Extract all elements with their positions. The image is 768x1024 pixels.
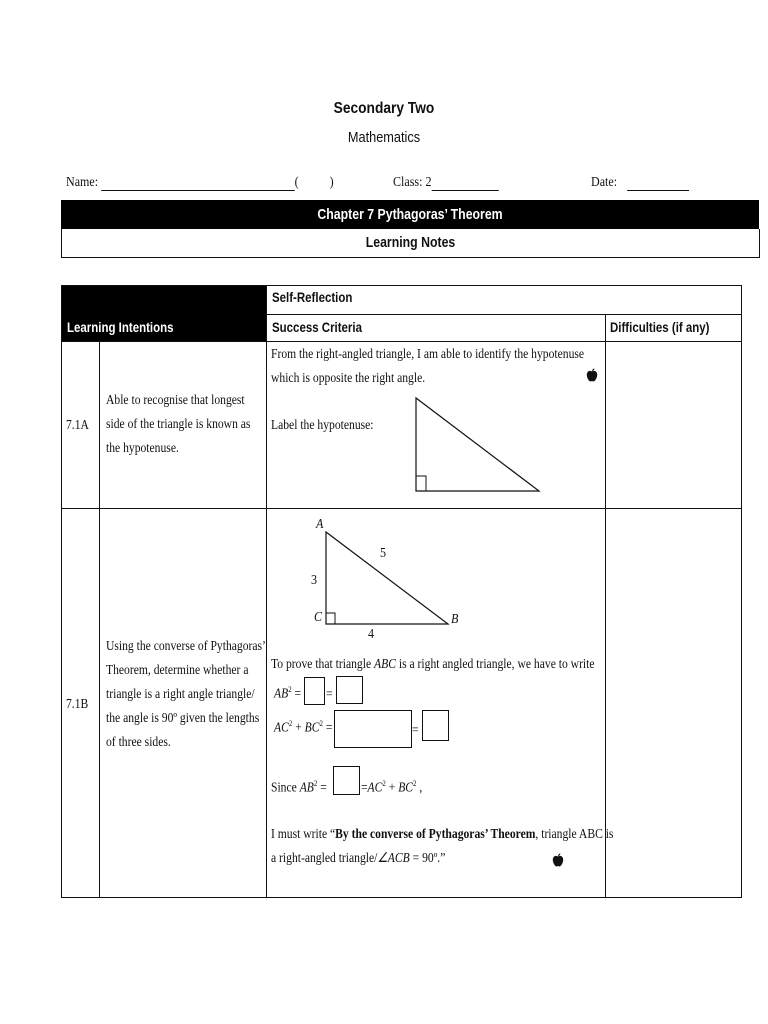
name-label: Name: xyxy=(66,175,99,190)
date-blank[interactable] xyxy=(627,176,689,191)
intention-line: Able to recognise that longest xyxy=(106,392,245,407)
row-intention-7-1b xyxy=(106,634,266,754)
intention-line: triangle is a right angle triangle/ xyxy=(106,686,255,701)
page-title: Secondary Two xyxy=(333,100,435,117)
label-hypotenuse-prompt: Label the hypotenuse: xyxy=(271,417,374,432)
learning-table xyxy=(61,285,742,898)
index-open: ( xyxy=(294,175,299,190)
must-line2-eq: = 90º.” xyxy=(409,850,446,865)
answer-box-3[interactable] xyxy=(334,710,412,748)
eq1-ab: AB xyxy=(274,685,289,701)
apple-icon xyxy=(586,368,598,382)
side-ab-length: 5 xyxy=(380,546,387,561)
right-triangle-figure xyxy=(412,396,542,494)
eq-sign: = xyxy=(412,722,419,737)
eq-sign: = xyxy=(325,719,333,735)
plus-sign: + xyxy=(292,719,305,735)
intention-line: Using the converse of Pythagoras’ xyxy=(106,638,266,653)
vertex-b-label: B xyxy=(451,612,459,627)
row-code-7-1a: 7.1A xyxy=(66,417,89,432)
row-code-7-1b: 7.1B xyxy=(66,696,89,711)
must-line-1 xyxy=(271,822,613,846)
must-angle: ∠ACB xyxy=(377,850,410,865)
triangle-abc-figure xyxy=(302,514,472,644)
prove-suffix: is a right angled triangle, we have to write xyxy=(395,656,595,671)
header-success-criteria: Success Criteria xyxy=(272,319,362,335)
class-blank[interactable] xyxy=(431,176,498,191)
prove-statement xyxy=(271,652,595,676)
since-ab: AB xyxy=(299,779,314,795)
criteria-line: which is opposite the right angle. xyxy=(271,370,426,385)
col-divider-code xyxy=(99,342,100,897)
row-divider-7-1a xyxy=(62,508,741,509)
eq-sign: = xyxy=(361,779,368,795)
must-prefix: I must write “ xyxy=(271,826,336,841)
intention-line: Theorem, determine whether a xyxy=(106,662,249,677)
name-field[interactable] xyxy=(66,175,334,191)
header-learning-intentions: Learning Intentions xyxy=(67,319,174,335)
subject-title: Mathematics xyxy=(347,129,421,146)
since-bc: BC xyxy=(398,779,414,795)
criteria-7-1a xyxy=(271,342,584,390)
sup-2: 2 xyxy=(288,685,292,694)
eq-sign: = xyxy=(326,686,333,701)
sup-2: 2 xyxy=(382,779,386,788)
eq2-lhs xyxy=(274,712,332,740)
eq-sign: = xyxy=(320,779,327,795)
prove-prefix: To prove that triangle xyxy=(271,656,375,671)
sup-2: 2 xyxy=(313,779,318,788)
index-close: ) xyxy=(329,175,334,190)
class-label: Class: 2 xyxy=(393,175,432,190)
col-divider-criteria xyxy=(266,286,267,897)
eq2-ac: AC xyxy=(274,719,289,735)
name-blank[interactable] xyxy=(101,176,295,191)
side-bc-length: 4 xyxy=(368,627,375,642)
answer-box-4[interactable] xyxy=(422,710,449,741)
chapter-banner xyxy=(61,200,759,229)
eq1-lhs xyxy=(274,678,301,706)
vertex-a-label: A xyxy=(316,517,324,532)
must-suffix: , triangle ABC is xyxy=(535,826,614,841)
must-bold: By the converse of Pythagoras’ Theorem xyxy=(335,826,536,841)
intention-line: of three sides. xyxy=(106,734,171,749)
notes-title: Learning Notes xyxy=(365,234,456,251)
since-end: , xyxy=(416,779,423,795)
intention-line: the hypotenuse. xyxy=(106,440,179,455)
class-field[interactable] xyxy=(393,175,499,191)
eq-sign: = xyxy=(294,685,302,701)
notes-banner xyxy=(61,229,760,258)
answer-box-1[interactable] xyxy=(304,677,325,705)
eq2-bc: BC xyxy=(304,719,320,735)
sup-2: 2 xyxy=(319,719,323,728)
since-label: Since xyxy=(271,779,300,795)
side-ac-length: 3 xyxy=(311,573,318,588)
chapter-title: Chapter 7 Pythagoras’ Theorem xyxy=(317,206,503,223)
since-rhs xyxy=(361,772,422,800)
prove-abc: ABC xyxy=(374,656,396,671)
plus-sign: + xyxy=(385,779,399,795)
row-intention-7-1a xyxy=(106,388,250,460)
date-field[interactable] xyxy=(591,175,689,191)
criteria-line: From the right-angled triangle, I am able to identify the hypotenuse xyxy=(271,346,585,361)
answer-box-5[interactable] xyxy=(333,766,360,795)
intention-line: the angle is 90º given the lengths xyxy=(106,710,260,725)
header-difficulties: Difficulties (if any) xyxy=(610,319,710,335)
header-self-reflection: Self-Reflection xyxy=(272,289,353,305)
row-divider-selfref xyxy=(266,314,741,315)
vertex-c-label: C xyxy=(314,610,323,625)
since-lhs xyxy=(271,772,327,800)
sup-2: 2 xyxy=(413,779,417,788)
answer-box-2[interactable] xyxy=(336,676,363,704)
since-ac: AC xyxy=(367,779,383,795)
date-label: Date: xyxy=(591,175,618,190)
sup-2: 2 xyxy=(288,719,293,728)
must-line2-prefix: a right-angled triangle/ xyxy=(271,850,378,865)
col-divider-difficulties xyxy=(605,314,606,897)
apple-icon xyxy=(552,853,564,867)
intention-line: side of the triangle is known as xyxy=(106,416,251,431)
